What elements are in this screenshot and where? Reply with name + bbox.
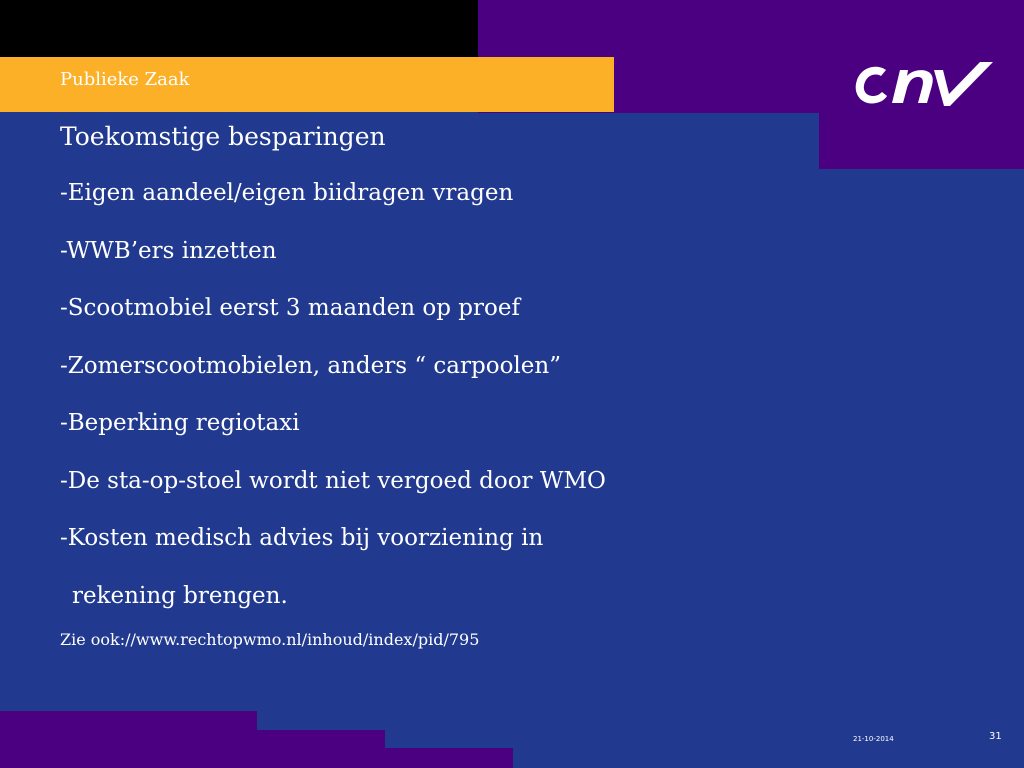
reference-link[interactable]: Zie ook://www.rechtopwmo.nl/inhoud/index/pid/795 [60, 630, 480, 649]
page-number: 31 [989, 731, 1002, 742]
bullet-item: -Kosten medisch advies bij voorziening in [60, 525, 544, 551]
cnv-logo [852, 56, 994, 114]
slide-title: Toekomstige besparingen [60, 122, 386, 151]
bullet-list [60, 176, 606, 636]
bullet-item: -Eigen aandeel/eigen biidragen vragen [60, 180, 514, 206]
bullet-item: -Beperking regiotaxi [60, 410, 300, 436]
top-black-band [0, 0, 478, 57]
bullet-item-continuation: rekening brengen. [72, 582, 288, 609]
bottom-purple-block-2 [257, 730, 385, 768]
bullet-item: -Scootmobiel eerst 3 maanden op proef [60, 295, 520, 321]
bullet-item: -Zomerscootmobielen, anders “ carpoolen” [60, 352, 561, 379]
right-purple-block [819, 113, 1024, 169]
footer-date: 21-10-2014 [853, 735, 894, 743]
section-label: Publieke Zaak [60, 69, 190, 90]
bottom-purple-block-1 [0, 711, 257, 768]
bullet-item: -WWB’ers inzetten [60, 237, 277, 264]
bullet-item: -De sta-op-stoel wordt niet vergoed door WMO [60, 467, 606, 494]
bottom-purple-block-3 [385, 748, 513, 768]
